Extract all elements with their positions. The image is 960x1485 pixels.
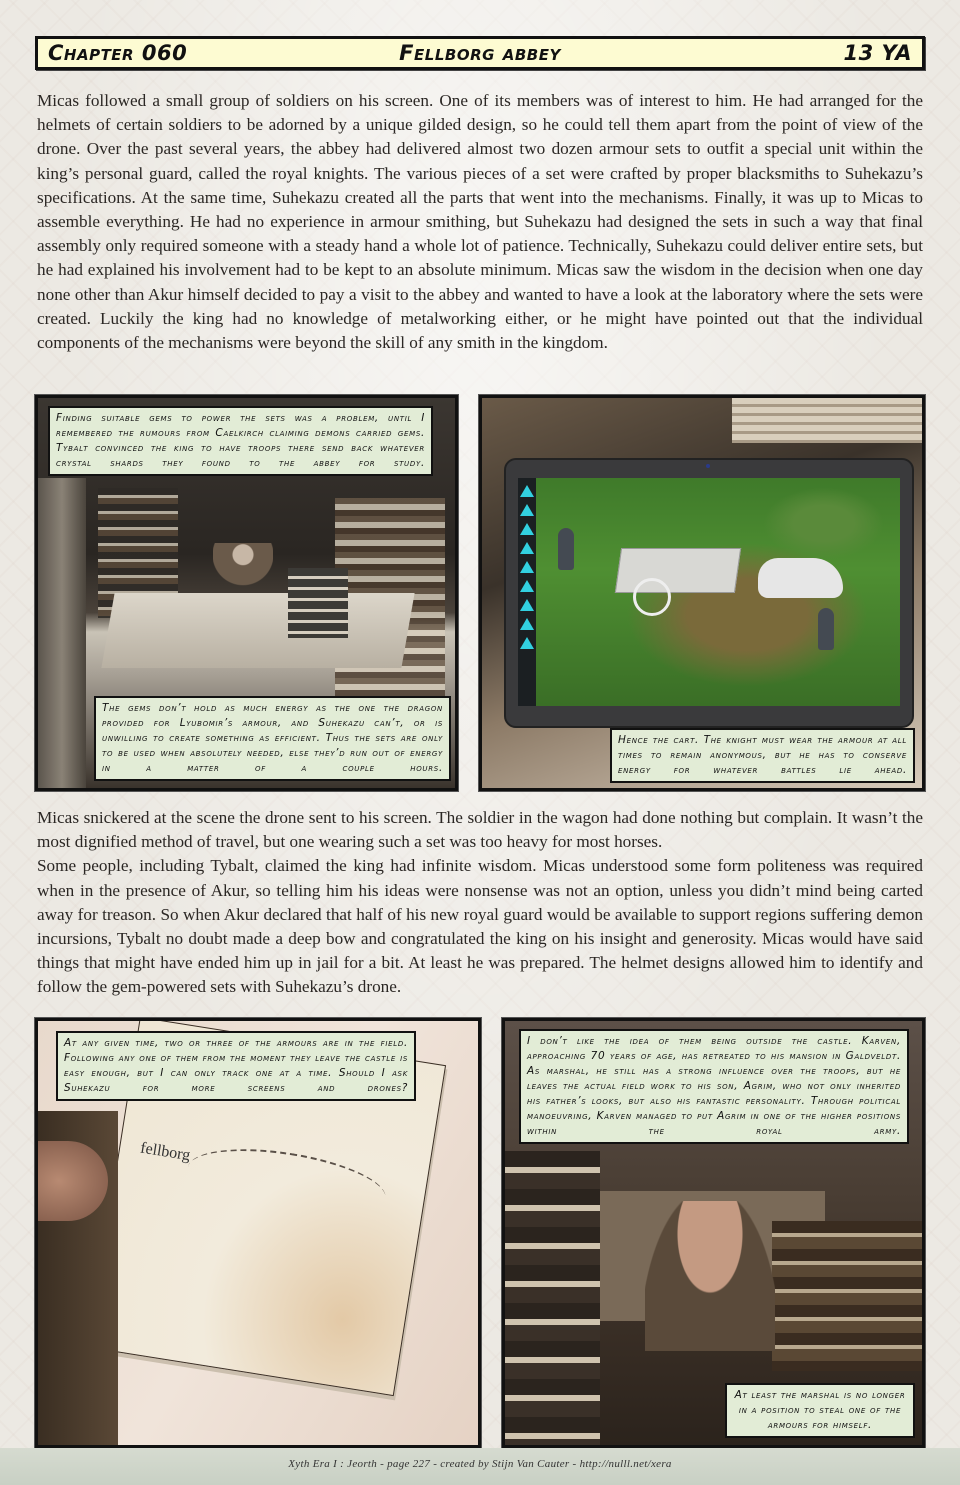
bald-man-figure (645, 1201, 775, 1351)
caption-box: Finding suitable gems to power the sets was a problem, until I remembered the rumours from Caelkirch claiming demons carried gems. Tybalt convinced the king to have troops there send back whatever crystal shards they found to the abbey for study. (48, 406, 433, 476)
monitor (504, 458, 914, 728)
dashed-route (183, 1137, 390, 1228)
hud-sidebar (518, 478, 536, 706)
book-stack (505, 1151, 600, 1446)
caption-box: At any given time, two or three of the armours are in the field. Following any one of them from the moment they leave the castle is easy enough, but I can only track one at a time. Should I ask Suhekazu for more screens and drones? (56, 1031, 416, 1101)
caption-box: At least the marshal is no longer in a position to steal one of the armours for himself. (725, 1383, 915, 1438)
map-label: fellborg (139, 1139, 192, 1165)
triangle-indicator-icon (520, 542, 534, 554)
triangle-indicator-icon (520, 504, 534, 516)
cart-wheel (633, 578, 671, 616)
comic-panel-2 (479, 395, 925, 791)
prose-paragraph: Some people, including Tybalt, claimed the king had infinite wisdom. Micas understood some form politeness was required when in the presence of Akur, so telling him his ideas were nonsense was not an option, unless you didn’t mind being carted away for treason. So when Akur declared that half of his new royal guard would be available to support regions suffering demon incursions, Tybalt no doubt made a deep bow and congratulated the king on his insight and generosity. Micas would have said things that might have ended him up in jail for a bit. At least he was prepared. The helmet designs allowed him to identify and follow the gem-powered sets with Suhekazu’s drone. (37, 856, 923, 997)
chapter-header-bar (35, 36, 925, 70)
shelf (732, 398, 925, 443)
triangle-indicator-icon (520, 618, 534, 630)
prose-block-2 (37, 806, 923, 1000)
triangle-indicator-icon (520, 523, 534, 535)
triangle-indicator-icon (520, 599, 534, 611)
soldier-figure (558, 528, 574, 570)
soldier-figure (818, 608, 834, 650)
triangle-indicator-icon (520, 637, 534, 649)
comic-panel-3 (35, 1018, 481, 1448)
chapter-location: Fellborg abbey (399, 41, 561, 65)
caption-box: I don’t like the idea of them being outside the castle. Karven, approaching 70 years of age, has retreated to his mansion in Galdveldt. As marshal, he still has a strong influence over the troops, but he leaves the actual field work to his son, Agrim, who not only inherited his father’s looks, but also his fantastic personality. Through political manoeuvring, Karven managed to put Agrim in one of the higher positions within the royal army. (519, 1029, 909, 1144)
chapter-number: Chapter 060 (48, 41, 188, 65)
comic-panel-4 (502, 1018, 925, 1448)
comic-panel-1 (35, 395, 458, 791)
chapter-time: 13 YA (843, 41, 912, 65)
prose-block-1 (37, 89, 923, 355)
stone-pillar (38, 478, 86, 791)
prose-paragraph: Micas snickered at the scene the drone sent to his screen. The soldier in the wagon had done nothing but complain. It wasn’t the most dignified method of travel, but one wearing such a set was too heavy for most horses. (37, 808, 923, 852)
webcam-dot (706, 464, 710, 468)
book-stack (772, 1221, 922, 1371)
horse (758, 558, 843, 598)
triangle-indicator-icon (520, 485, 534, 497)
triangle-indicator-icon (520, 561, 534, 573)
micas-figure (213, 543, 273, 608)
drone-feed-screen (518, 478, 900, 706)
triangle-indicator-icon (520, 580, 534, 592)
caption-box: Hence the cart. The knight must wear the armour at all times to remain anonymous, but he has to conserve energy for whatever battles lie ahead. (610, 728, 915, 783)
caption-box: The gems don’t hold as much energy as the one the dragon provided for Lyubomir’s armour, and Suhekazu can’t, or is unwilling to create something as efficient. Thus the sets are only to be used when absolutely needed, else they’d run out of energy in a matter of a couple hours. (94, 696, 451, 781)
prose-paragraph: Micas followed a small group of soldiers on his screen. One of its members was of interest to him. He had arranged for the helmets of certain soldiers to be adorned by a unique gilded design, so he could tell them apart from the point of view of the drone. Over the past several years, the abbey had delivered almost two dozen armour sets to outfit a special unit within the king’s personal guard, called the royal knights. The various pieces of a set were crafted by proper blacksmiths to Suhekazu’s specifications. At the same time, Suhekazu created all the parts that went into the mechanisms. Finally, it was up to Micas to assemble everything. He had no experience in armour smithing, but Suhekazu had designed the sets in such a way that final assembly only required someone with a steady hand a whole lot of patience. Technically, Suhekazu could deliver entire sets, but he had explained his involvement had to be kept to an absolute minimum. Micas saw the wisdom in the decision when one day none other than Akur himself decided to pay a visit to the abbey and wanted to have a look at the laboratory where the sets were created. Luckily the king had no knowledge of metalworking either, or he might have pointed out that the individual components of the mechanisms were beyond the skill of any smith in the kingdom. (37, 91, 923, 353)
book-stack (288, 568, 348, 638)
page-footer: Xyth Era I : Jeorth - page 227 - created by Stijn Van Cauter - http://nulll.net/xera (288, 1458, 672, 1470)
cart (615, 548, 741, 593)
